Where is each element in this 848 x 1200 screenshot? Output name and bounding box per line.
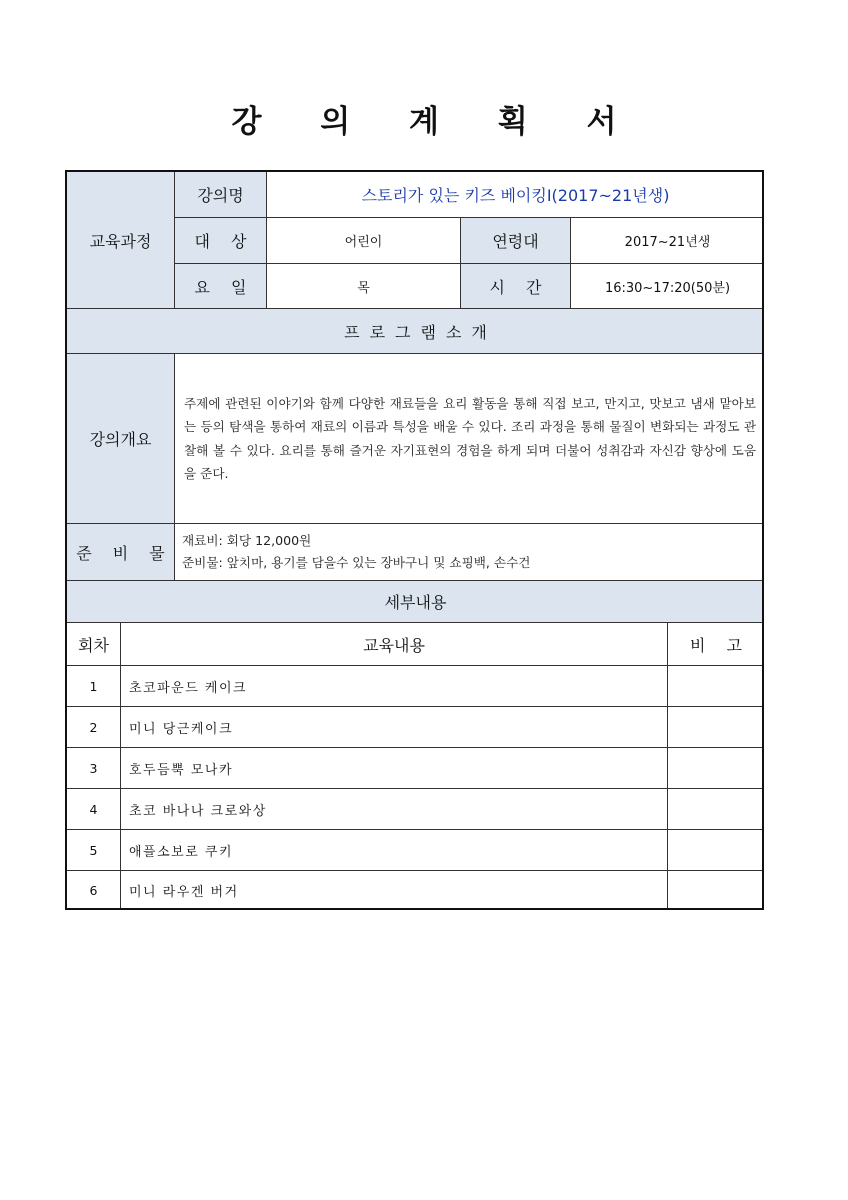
- supplies-line: 준비물: 앞치마, 용기를 담을수 있는 장바구니 및 쇼핑백, 손수건: [182, 555, 531, 570]
- session-content: 초코 바나나 크로와상: [120, 788, 667, 829]
- age-label: 연령대: [460, 217, 570, 263]
- content-column-header: 교육내용: [120, 622, 667, 665]
- session-number: 6: [67, 870, 120, 910]
- session-note: [667, 706, 764, 747]
- session-number: 1: [67, 665, 120, 706]
- program-intro-header: 프로그램소개: [67, 308, 764, 353]
- session-content: 미니 라우겐 버거: [120, 870, 667, 910]
- material-fee-line: 재료비: 회당 12,000원: [182, 533, 312, 548]
- preparation-label: 준 비 물: [67, 523, 174, 580]
- note-column-header: 비 고: [667, 622, 764, 665]
- session-number: 3: [67, 747, 120, 788]
- target-label: 대 상: [174, 217, 266, 263]
- session-note: [667, 788, 764, 829]
- session-note: [667, 870, 764, 910]
- day-label: 요 일: [174, 263, 266, 308]
- session-note: [667, 829, 764, 870]
- session-content: 초코파운드 케이크: [120, 665, 667, 706]
- detail-header: 세부내용: [67, 580, 764, 622]
- session-note: [667, 747, 764, 788]
- session-note: [667, 665, 764, 706]
- session-content: 애플소보로 쿠키: [120, 829, 667, 870]
- overview-label: 강의개요: [67, 353, 174, 523]
- course-name-label: 강의명: [174, 172, 266, 217]
- day-value: 목: [266, 263, 460, 308]
- session-number: 4: [67, 788, 120, 829]
- course-name-value: 스토리가 있는 키즈 베이킹Ⅰ(2017~21년생): [266, 172, 764, 217]
- time-label: 시 간: [460, 263, 570, 308]
- session-content: 호두듬뿍 모나카: [120, 747, 667, 788]
- session-content: 미니 당근케이크: [120, 706, 667, 747]
- session-number: 5: [67, 829, 120, 870]
- session-column-header: 회차: [67, 622, 120, 665]
- page-title: 강 의 계 획 서: [231, 104, 641, 140]
- lecture-plan-table: [65, 170, 764, 910]
- course-section-label: 교육과정: [67, 172, 174, 308]
- session-number: 2: [67, 706, 120, 747]
- time-value: 16:30~17:20(50분): [570, 263, 764, 308]
- preparation-details: [174, 523, 764, 580]
- overview-text: 주제에 관련된 이야기와 함께 다양한 재료들을 요리 활동을 통해 직접 보고, 만지고, 맛보고 냄새 맡아보는 등의 탐색을 통하여 재료의 이름과 특성을 배울 수 있다. 조리 과정을 통해 물질이 변화되는 과정도 관찰해 볼 수 있다. 요리를 통해 즐거운 자기표현의 경험을 하게 되며 더불어 성취감과 자신감 향상에 도움을 준다.: [174, 353, 764, 523]
- age-value: 2017~21년생: [570, 217, 764, 263]
- target-value: 어린이: [266, 217, 460, 263]
